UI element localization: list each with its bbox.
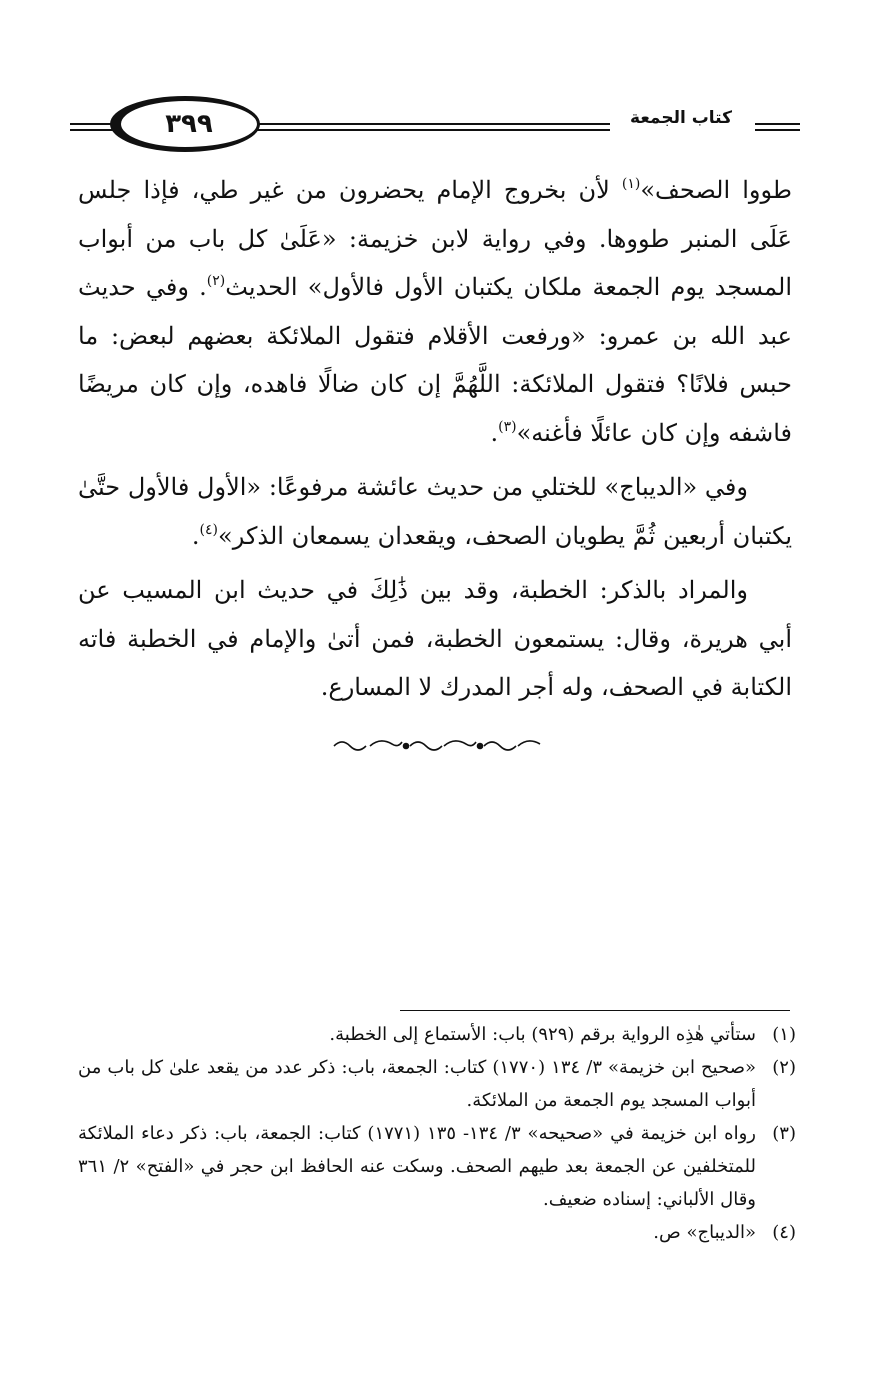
footnote-1 (78, 1018, 796, 1051)
paragraph-1 (78, 166, 792, 457)
paragraph-1-text-3: . وفي حديث عبد الله بن عمرو: «ورفعت الأقلام فتقول الملائكة بعضهم لبعض: ما حبس فلانًا؟ فتقول الملائكة: اللَّهُمَّ إن كان ضالًا فاهده، وإن كان مريضًا فاشفه وإن كان عائلًا فأغنه» (78, 273, 792, 447)
paragraph-3-text: والمراد بالذكر: الخطبة، وقد بين ذَٰلِكَ في حديث ابن المسيب عن أبي هريرة، وقال: يستمعون الخطبة، فمن أتىٰ والإمام في الخطبة فاته الكتابة في الصحف، وله أجر المدرك لا المسارع. (78, 576, 792, 701)
footnote-text: ستأتي هٰذِه الرواية برقم (٩٢٩) باب: الأستماع إلى الخطبة. (329, 1024, 756, 1045)
paragraph-3 (78, 566, 792, 712)
footnote-text: «الديباج» ص. (653, 1222, 756, 1243)
footnote-text: «صحيح ابن خزيمة» ٣/ ١٣٤ (١٧٧٠) كتاب: الجمعة، باب: ذكر عدد من يقعد علىٰ كل باب من أبواب المسجد يوم الجمعة من الملائكة. (78, 1057, 756, 1111)
main-text (78, 166, 792, 712)
decorative-divider-icon (330, 732, 550, 760)
footnote-number: (٤) (772, 1222, 796, 1243)
header-rule-middle (250, 123, 610, 125)
footnote-number: (٢) (772, 1057, 796, 1078)
chapter-title: كتاب الجمعة (624, 108, 738, 128)
header-rule-middle-2 (250, 129, 610, 131)
paragraph-1-text-2: لأن بخروج الإمام يحضرون من غير طي، فإذا جلس عَلَى المنبر طووها. وفي رواية لابن خزيمة: «عَلَىٰ كل باب من أبواب المسجد يوم الجمعة ملكان يكتبان الأول فالأول» الحديث (78, 176, 793, 301)
footnote-ref-1[interactable]: (١) (621, 176, 641, 192)
page-number: ٣٩٩ (110, 96, 260, 152)
footnote-4 (78, 1216, 796, 1249)
paragraph-1-text: طووا الصحف» (640, 176, 792, 204)
footnote-ref-4[interactable]: (٤) (199, 521, 219, 538)
paragraph-2-text: وفي «الديباج» للختلي من حديث عائشة مرفوعًا: «الأول فالأول حتَّىٰ يكتبان أربعين ثُمَّ يطويان الصحف، ويقعدان يسمعان الذكر» (78, 473, 792, 550)
footnote-text: رواه ابن خزيمة في «صحيحه» ٣/ ١٣٤- ١٣٥ (١٧٧١) كتاب: الجمعة، باب: ذكر دعاء الملائكة للمتخلفين عن الجمعة بعد طيهم الصحف. وسكت عنه الحافظ ابن حجر في «الفتح» ٢/ ٣٦١ وقال الألباني: إسناده ضعيف. (78, 1123, 756, 1210)
header-rule-right (755, 123, 800, 125)
footnote-number: (٣) (772, 1123, 796, 1144)
footnote-ref-3[interactable]: (٣) (498, 418, 517, 435)
footnotes (78, 1018, 796, 1249)
footnote-3 (78, 1117, 796, 1216)
header-rule-right-2 (755, 129, 800, 131)
paragraph-1-text-4: . (490, 418, 499, 447)
footnote-separator (400, 1010, 790, 1011)
paragraph-2 (78, 463, 792, 560)
footnote-number: (١) (772, 1024, 796, 1045)
page-header (70, 96, 800, 156)
footnote-2 (78, 1051, 796, 1117)
paragraph-2-text-2: . (191, 521, 200, 550)
footnote-ref-2[interactable]: (٢) (206, 273, 226, 289)
